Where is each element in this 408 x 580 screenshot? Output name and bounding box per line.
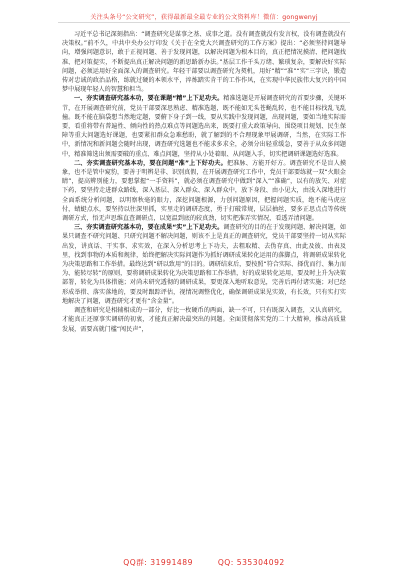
qq-group-label: QQ群: 31991489 bbox=[123, 558, 193, 567]
section-two-text: 把准脉、方能开好方。调查研究不是盲人摸象，也不是管中窥豹，要善于明辨是非、识别真假，在开展调查研究工作中，党员干部要练就一双“火眼金睛”，提高辨别能力，要想掌握“一手资料”，就必须在调查研究中做到“深入”“准确”，以有的放矢、对症下药，要坚持走进群众路线，深入基层、深入群众、深入群众中，放下身段、由小见大，由浅入深地进行全面系统分析问题，以明察秋毫的眼力，深挖问题根源，力创问题原因，把握问题实质，绝不能马虎应付，蜻蜓点水，要坚持以往深里抓，实里走的调研态度，勇于打破常规，层层抽丝，要多正思点点等传统调研方式，悟无声思维直查调研点，以宽温到底的较真劲，切实把准弄实情况，看透弄清问题。 bbox=[62, 159, 346, 223]
section-three-heading: 三、夯实调查研究基本功，要在成果“实”上下足功夫。 bbox=[74, 224, 224, 232]
closing-text: 调查和研究是相辅相成的一部分，好比一枚硬币的两面，缺一不可，只有既深入调查，又认真研究，才能真正还原事实调研的初衷，才能真正解决最突出的问题。全面贯彻落实党的二十大精神，推动高质量发展，需要高就门槛“闯民声”， bbox=[62, 307, 346, 333]
banner-notice: 关注头条号“公文研究”，获得最新最全最专业的公文资料库！微信：gongwenyj bbox=[90, 14, 318, 21]
closing-paragraph bbox=[62, 306, 346, 334]
intro-paragraph bbox=[62, 30, 346, 94]
section-one-heading: 一、夯实调查研究基本功，要在课题“精”上下足功夫。 bbox=[74, 95, 224, 103]
document-body bbox=[62, 30, 346, 550]
section-two-paragraph bbox=[62, 159, 346, 223]
section-one-paragraph bbox=[62, 94, 346, 158]
section-three-text: 调查研究的目的在于发现问题、解决问题，如果只调查不研究问题、只研究问题不解决问题，则该不上是真正的调查研究，党员干部要坚持一切从实际出发，讲真话、干实事、求实效，在深入分析思考上下功夫，去粗取精、去伪存真、由此及彼、由表及里，找到事物的本质和规律，始终把解决实际问题作为抓好调研成果转化运用的落脚点，将调研成果转化为决策思路和工作举措。最终达到“研以致用”的目的。调研结束后，要按照“符合实际、择优而行、集力而为、能转尽转”的原则，要将调研成果转化为决策思路和工作举措，好的成果转化运用，要及时上升为决策部署，转化为具体措施；对尚未研究透彻的调研成果，要更深入地听取意见，完善后再付诸实施；对已经形成举措、落实落地的，要及时跟踪评估，视情况调整优化，确保调研成果见实效，有长效，只有实打实地解决了问题，调查研究才更有“含金量”。 bbox=[62, 224, 346, 305]
paragraph-text: 习近平总书记深刻指出：“调查研究是谋事之基、成事之道。没有调查就没有发言权，没有调查就没有决策权。”前不久，中共中央办公厅印发《关于在全党大兴调查研究的工作方案》提出：“必须坚持问题导向，增强问题意识，敢于正视问题、善于发现问题，以解决问题为根本目的，真正把情况摸清、把问题找准、把对策提实，不断提出真正解决问题的新思路新办法。”基层工作千头万绪、繁琐复杂，要解决好实际问题，必须运用好全面深入的调查研究。年轻干部要以调查研究为契机，用好“精”“准”“实”三字诀，锻造传对忠诚的政治品格，练就过硬的本领水平，淬炼踏实肯干的工作作风，在实现中华民族伟大复兴的中国梦中展现年轻人的智慧和担当。 bbox=[62, 31, 346, 94]
header-divider bbox=[58, 22, 350, 23]
qq-contact-label: QQ: 535304092 bbox=[217, 558, 285, 567]
section-three-paragraph bbox=[62, 223, 346, 306]
header-banner bbox=[0, 0, 408, 22]
section-two-heading: 二、夯实调查研究基本功，要在问题“准”上下好功夫。 bbox=[74, 159, 227, 167]
section-one-text: 精准选题是开展调查研究的首要步骤，关键环节，在开展调查研究前，党员干部要深思熟虑、精准选题，既不能如无头苍蝇乱转，也不能目标找乱飞乱撞。既不能在脑袋想当然地定题，要俯下身子到一线，要从实践中发现问题，出现问题，要如当地实际需要，看重将带有普遍性、倾向性的热点难点等问题选出来，既要打重大政策导向、围绕项目规划、民生保障等重大问题选好课题，也要紧扣群众急难愁盼，就了解到的不合理现象甲展调研，当然，在实际工作中，新情况和新问题会随时出现，调查研究选题也不能求多求全，必须分出轻重缓急，要善于从众多问题中，精准筛选出须需要破的重点、难点问题，坚持从小处着眼、从问题入手，切实把调研课题选好选准。 bbox=[62, 95, 346, 158]
footer-contacts bbox=[0, 557, 408, 568]
